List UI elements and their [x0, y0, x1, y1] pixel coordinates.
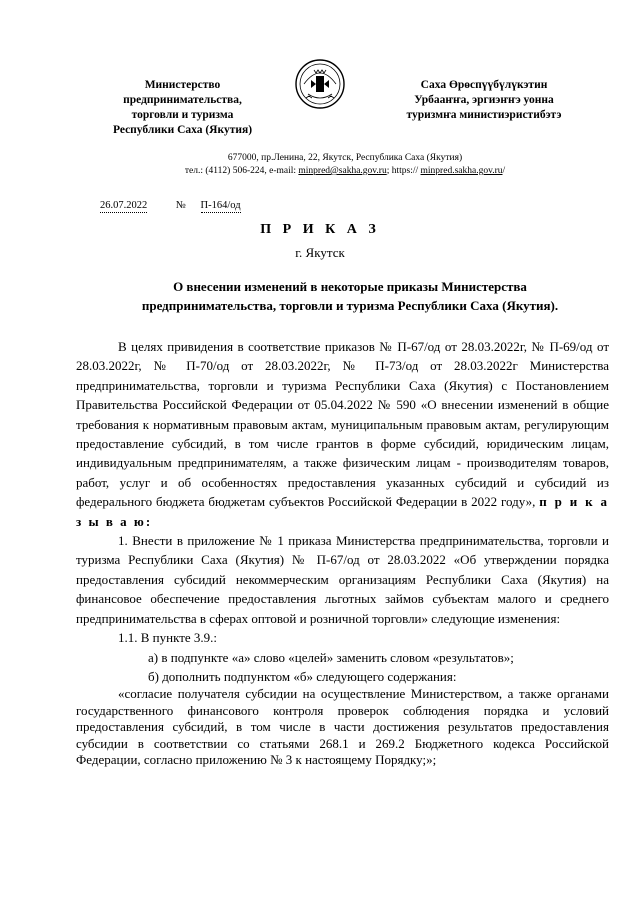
ministry-name-russian: [95, 78, 270, 138]
preamble-text: В целях привидения в соответствие приказов № П-67/од от 28.03.2022г, № П-69/од от 28.03.2022г, № П-70/од от 28.03.2022г, № П-73/од от 28.03.2022г Министерства предпринимательства, торговли и туризма Республики Саха (Якутия) с Постановлением Правительства Российской Федерации от 05.04.2022 № 590 «О внесении изменений в общие требования к нормативным правовым актам, муниципальным правовым актам, регулирующим предоставление субсидий, в том числе грантов в форме субсидий, юридическим лицам, индивидуальным предпринимателям, а также физическим лицам - производителям товаров, работ, услуг и об особенностях предоставления указанных субсидий и субсидий из федерального бюджета бюджетам субъектов Российской Федерации в 2022 году»,: [76, 339, 609, 510]
subject-line: предпринимательства, торговли и туризма Республики Саха (Якутия).: [141, 298, 559, 313]
clause-1-paragraph: 1. Внести в приложение № 1 приказа Министерства предпринимательства, торговли и туризма Республики Саха (Якутия) № П-67/од от 28.03.2022 «Об утверждении порядка предоставления субсидий некоммерческим организациям Республики Саха (Якутия) на финансовое обеспечение предоставления льготных займов субъектам малого и среднего предпринимательства в сферах оптовой и розничной торговли» следующие изменения:: [76, 533, 609, 626]
document-subject: [60, 277, 640, 315]
site-prefix: ; https://: [386, 166, 421, 176]
coat-of-arms-emblem: [294, 58, 346, 110]
preamble-paragraph: [76, 337, 609, 531]
header-left-line: Министерство: [144, 79, 221, 91]
document-title: П Р И К А З: [260, 222, 380, 237]
registration-line: [100, 200, 241, 213]
document-city: г. Якутск: [295, 245, 345, 260]
header-left-line: торговли и туризма: [131, 109, 234, 121]
clause-1-1: 1.1. В пункте 3.9.:: [118, 630, 218, 646]
order-number: П-164/од: [200, 200, 241, 211]
email-link[interactable]: minpred@sakha.gov.ru: [298, 166, 387, 176]
header-right-line: Саха Өрөспүүбүлүкэтин: [420, 79, 548, 91]
order-word: п р и к а з ы в а ю:: [76, 494, 609, 529]
quoted-text: «согласие получателя субсидии на осуществление Министерством, а также органами государственного финансового контроля проверок соблюдения порядка и условий предоставления субсидий, в том числе в части достижения результатов предоставления субсидии в соответствии со статьями 268.1 и 269.2 Бюджетного кодекса Российской Федерации, согласно приложению № 3 к настоящему Порядку;»;: [76, 686, 609, 767]
subclause-b: б) дополнить подпунктом «б» следующего содержания:: [148, 668, 457, 684]
header-left-line: предпринимательства,: [123, 94, 242, 106]
header-left-line: Республики Саха (Якутия): [112, 124, 253, 136]
document-body: [76, 337, 609, 768]
order-date: 26.07.2022: [100, 200, 148, 211]
subclause-a: а) в подпункте «а» слово «целей» заменить словом «результатов»;: [148, 649, 514, 665]
phone-text: тел.: (4112) 506-224, e-mail:: [184, 166, 299, 176]
header-right-line: туризмҥа министиэристибэтэ: [406, 109, 562, 121]
address: 677000, пр.Ленина, 22, Якутск, Республика Саха (Якутия): [227, 153, 463, 163]
header-right-line: Урбааҥҥа, эргиэҥҥэ уонна: [414, 94, 554, 106]
subject-line: О внесении изменений в некоторые приказы Министерства: [173, 279, 527, 294]
website-link[interactable]: minpred.sakha.gov.ru: [420, 166, 503, 176]
number-sign: №: [175, 200, 186, 211]
ministry-name-yakut: [384, 78, 584, 123]
contacts-line: [60, 165, 630, 178]
contacts-block: [60, 152, 630, 178]
site-suffix: /: [502, 166, 506, 176]
